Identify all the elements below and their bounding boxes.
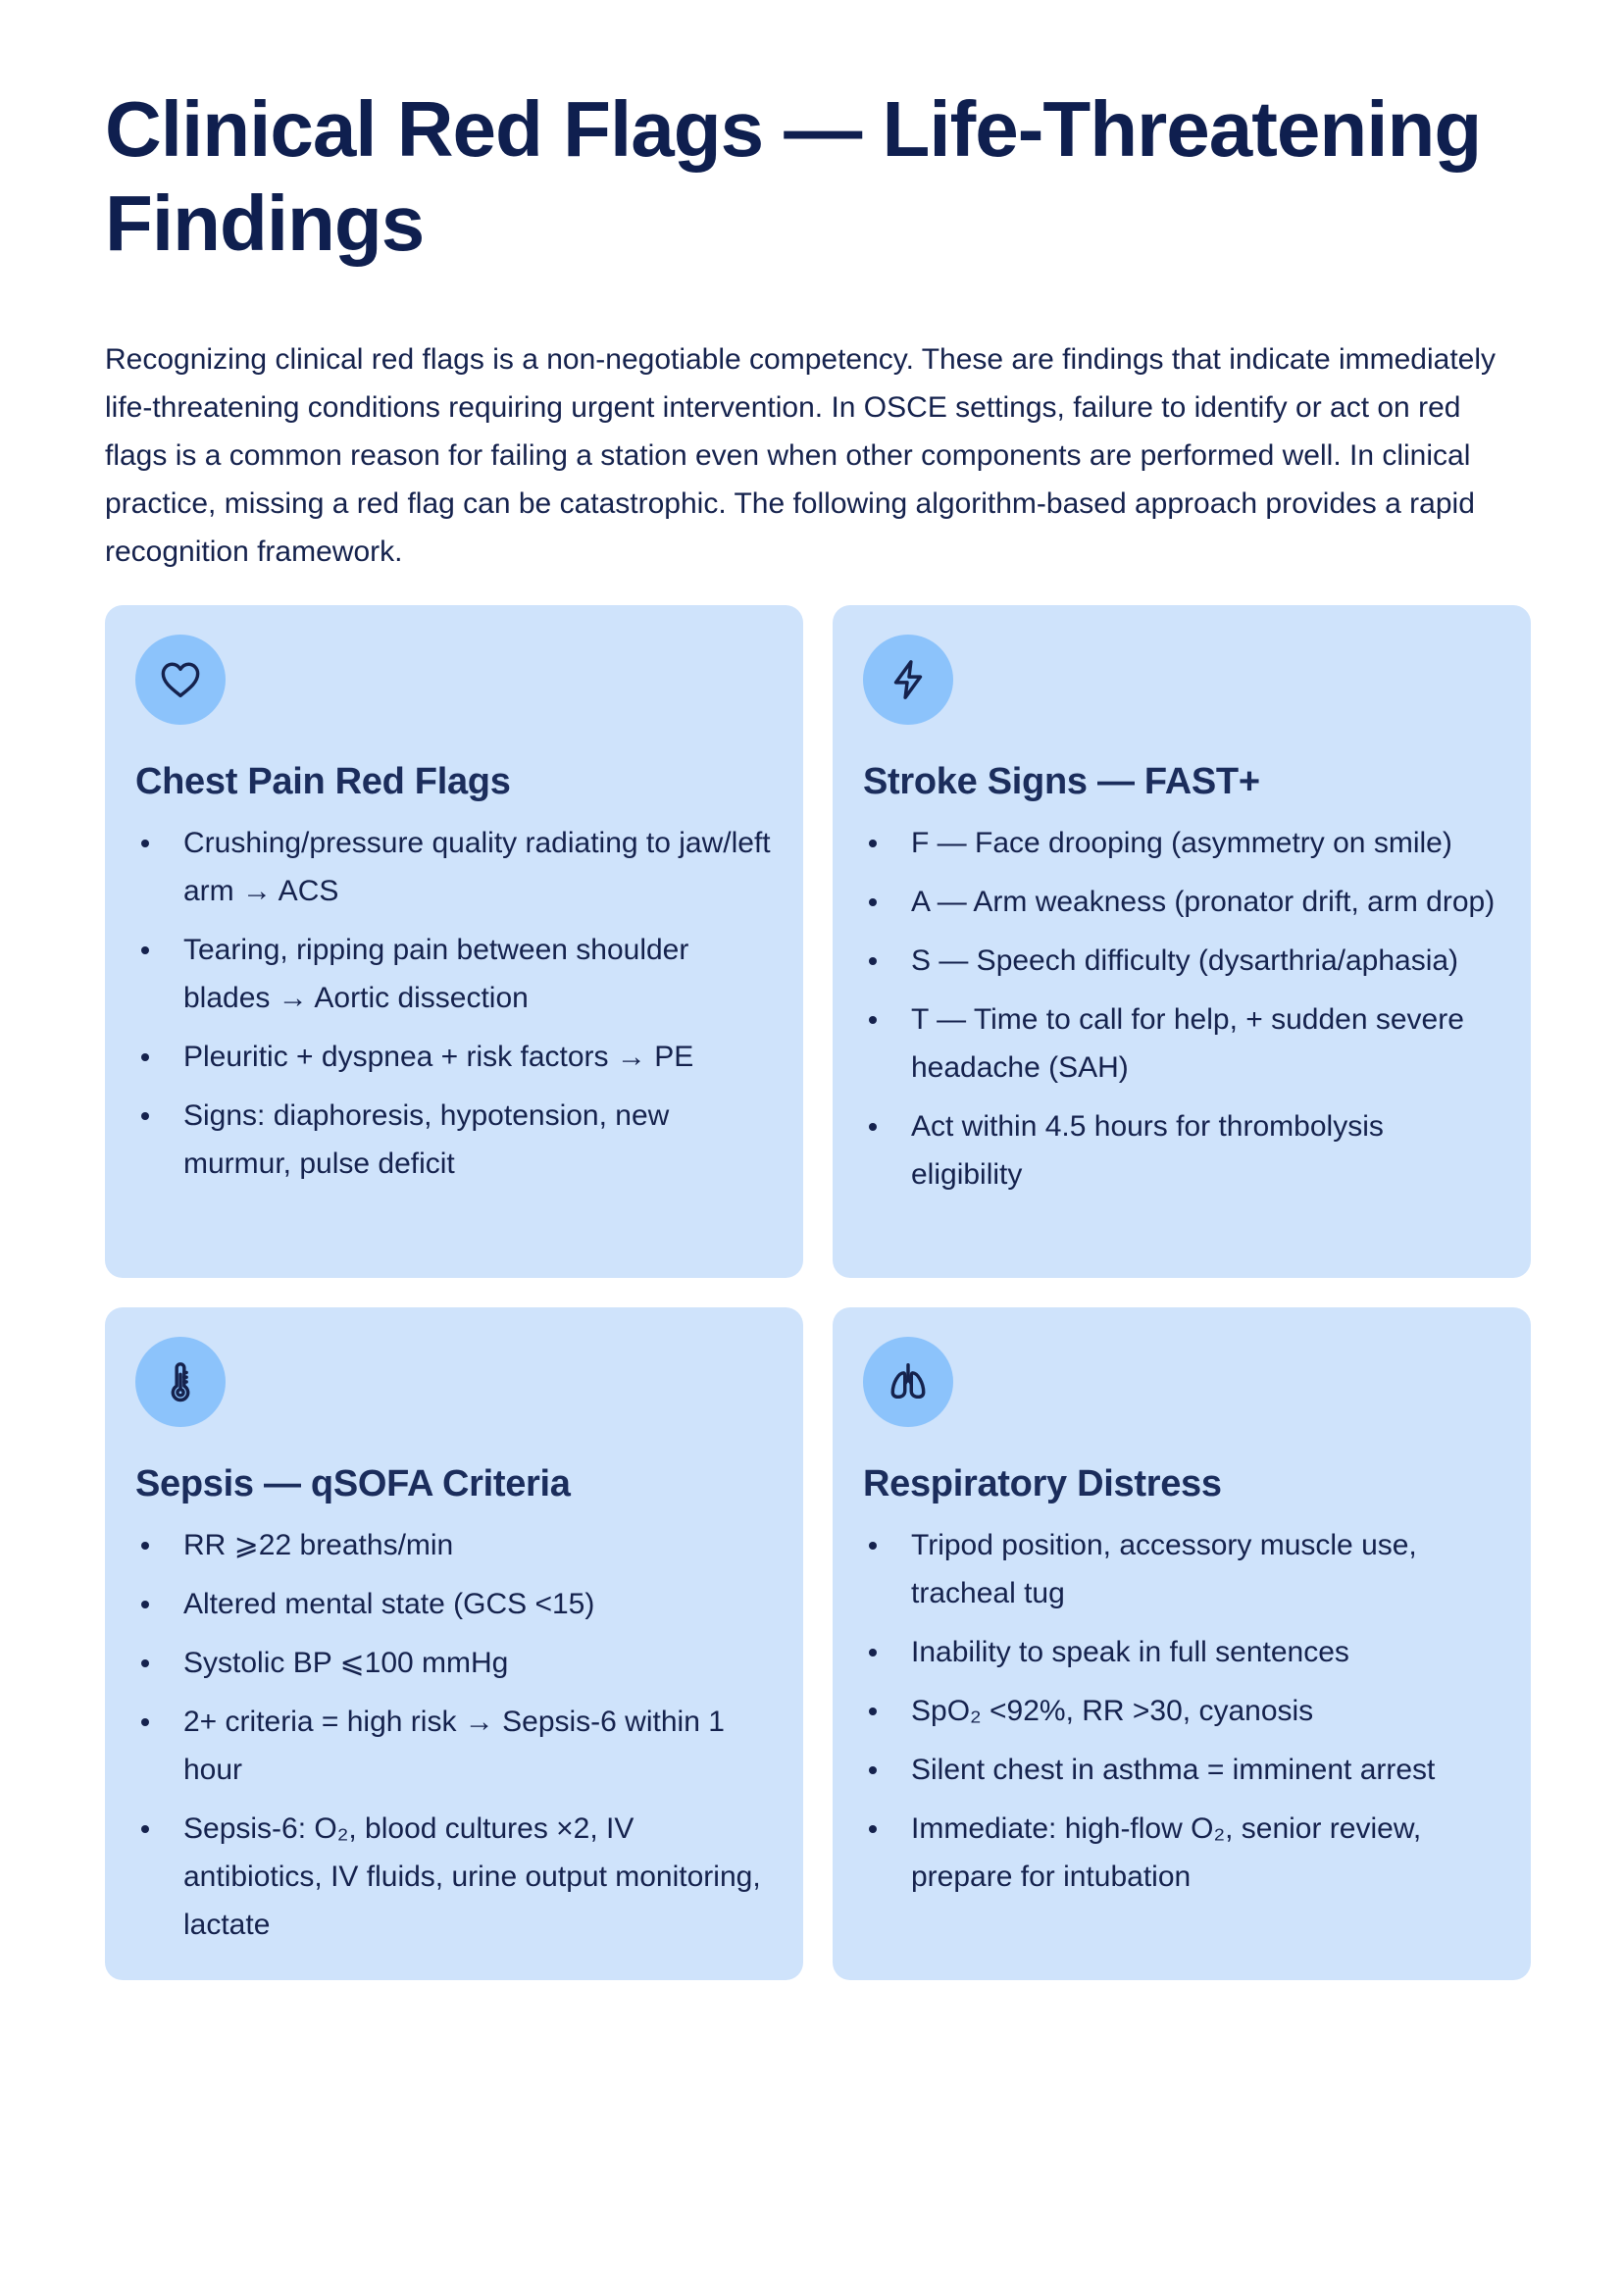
list-item: F — Face drooping (asymmetry on smile) — [863, 819, 1501, 867]
list-item: Inability to speak in full sentences — [863, 1628, 1501, 1676]
list-item: SpO₂ <92%, RR >30, cyanosis — [863, 1687, 1501, 1735]
list-item: A — Arm weakness (pronator drift, arm drop) — [863, 878, 1501, 926]
card-title: Chest Pain Red Flags — [135, 761, 511, 802]
page-title: Clinical Red Flags — Life-Threatening Findings — [105, 85, 1482, 267]
list-item: Pleuritic + dyspnea + risk factors → PE — [135, 1033, 774, 1081]
list-item: Signs: diaphoresis, hypotension, new murmur, pulse deficit — [135, 1092, 774, 1188]
card-title: Stroke Signs — FAST+ — [863, 761, 1260, 802]
lungs-icon — [863, 1337, 953, 1427]
card-title: Respiratory Distress — [863, 1463, 1222, 1504]
list-item: RR ⩾22 breaths/min — [135, 1521, 774, 1569]
list-item: Tearing, ripping pain between shoulder blades → Aortic dissection — [135, 926, 774, 1022]
lightning-icon — [863, 635, 953, 725]
bullet-list — [863, 819, 1501, 1198]
list-item: Altered mental state (GCS <15) — [135, 1580, 774, 1628]
card-respiratory — [833, 1307, 1531, 1980]
intro-paragraph: Recognizing clinical red flags is a non-negotiable competency. These are findings that indicate immediately life-threatening conditions requiring urgent intervention. In OSCE settings, failure to identify or act on red flags is a common reason for failing a station even when other components are performed well. In clinical practice, missing a red flag can be catastrophic. The following algorithm-based approach provides a rapid recognition framework. — [105, 343, 1497, 568]
list-item: 2+ criteria = high risk → Sepsis-6 within 1 hour — [135, 1698, 774, 1794]
list-item: Crushing/pressure quality radiating to jaw/left arm → ACS — [135, 819, 774, 915]
list-item: Sepsis-6: O₂, blood cultures ×2, IV antibiotics, IV fluids, urine output monitoring, lactate — [135, 1805, 774, 1949]
list-item: T — Time to call for help, + sudden severe headache (SAH) — [863, 995, 1501, 1092]
card-sepsis — [105, 1307, 803, 1980]
thermometer-icon — [135, 1337, 226, 1427]
bullet-list — [135, 1521, 774, 1949]
bullet-list — [135, 819, 774, 1188]
heart-icon — [135, 635, 226, 725]
list-item: Tripod position, accessory muscle use, tracheal tug — [863, 1521, 1501, 1617]
card-stroke — [833, 605, 1531, 1278]
card-title: Sepsis — qSOFA Criteria — [135, 1463, 571, 1504]
list-item: Silent chest in asthma = imminent arrest — [863, 1746, 1501, 1794]
list-item: Immediate: high-flow O₂, senior review, prepare for intubation — [863, 1805, 1501, 1901]
list-item: Act within 4.5 hours for thrombolysis eligibility — [863, 1102, 1501, 1198]
card-chest-pain — [105, 605, 803, 1278]
bullet-list — [863, 1521, 1501, 1901]
red-flag-cards-grid — [105, 605, 1519, 1980]
list-item: Systolic BP ⩽100 mmHg — [135, 1639, 774, 1687]
list-item: S — Speech difficulty (dysarthria/aphasia) — [863, 937, 1501, 985]
